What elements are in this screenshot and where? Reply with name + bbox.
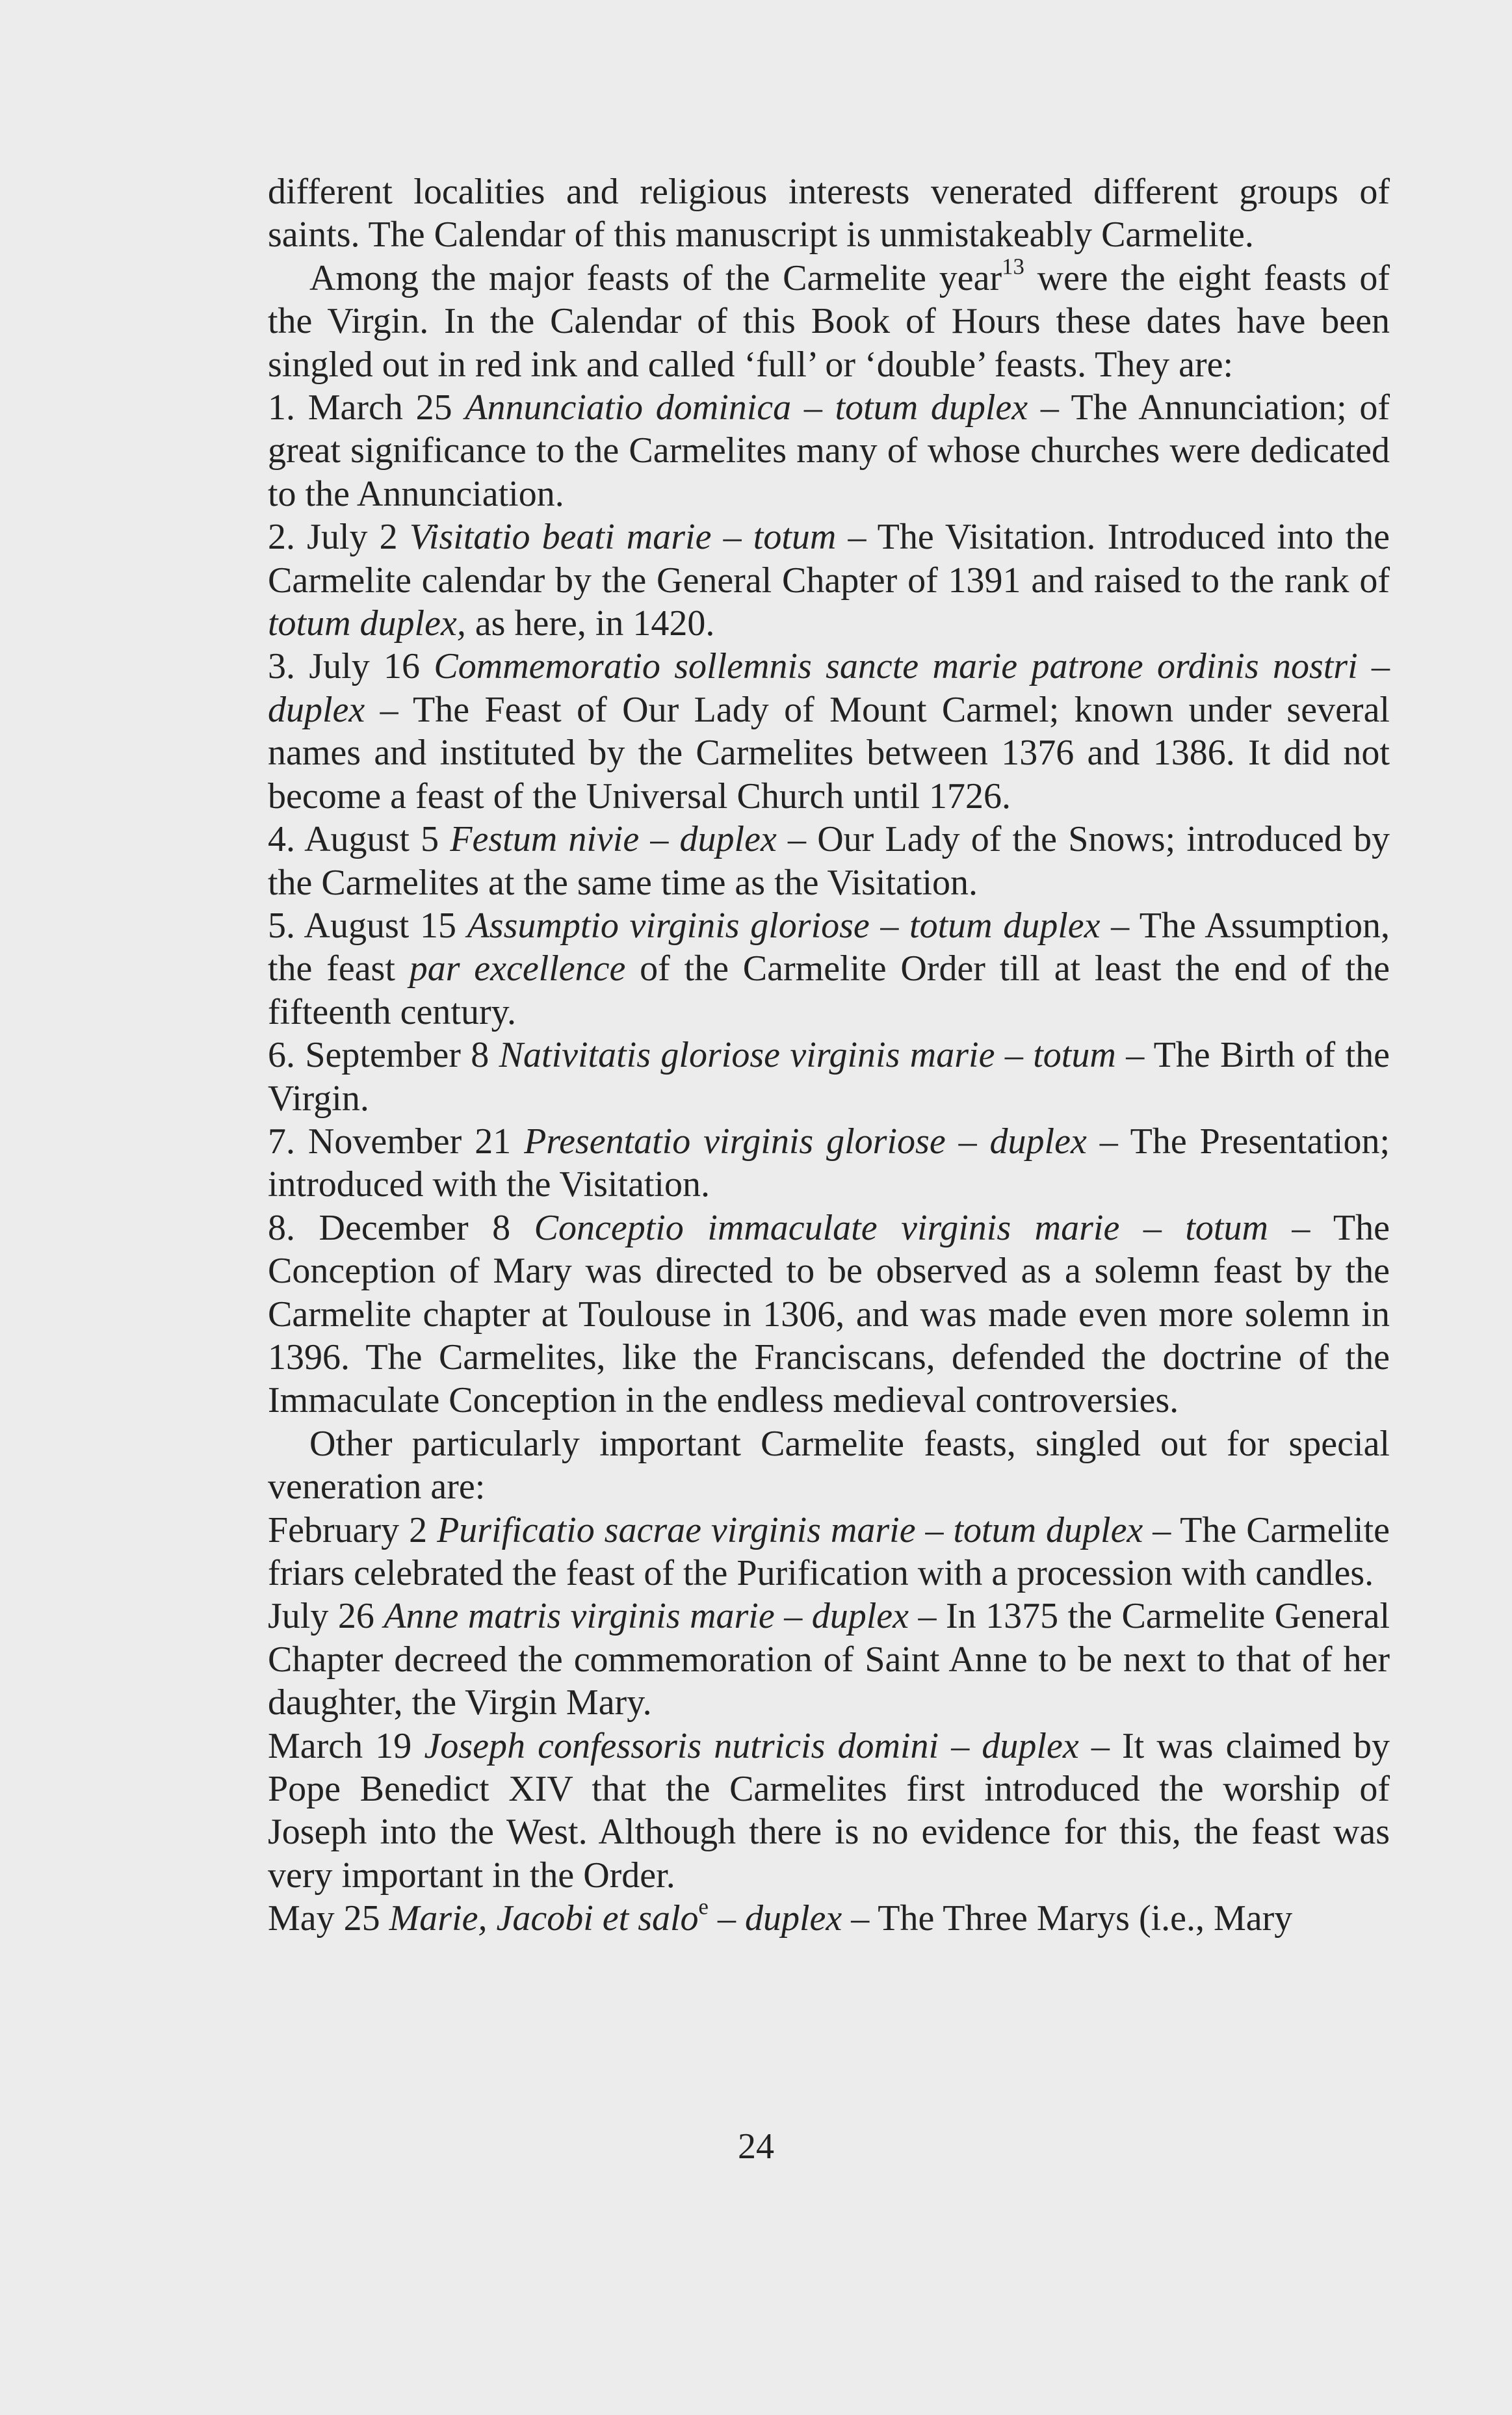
feast-entry: 1. March 25 Annunciatio dominica – totum duplex – The Annunciation; of great significance to the Carmelites many of whose churches were dedicated to the Annunciation.	[268, 387, 1390, 514]
page-number: 24	[738, 2126, 774, 2167]
body-text	[268, 170, 1390, 1940]
feast-entry: 5. August 15 Assumptio virginis gloriose – totum duplex – The Assumption, the feast par excellence of the Carmelite Order till at least the end of the fifteenth century.	[268, 905, 1390, 1032]
paragraph-other-feasts: Other particularly important Carmelite feasts, singled out for special veneration are:	[268, 1423, 1390, 1508]
feast-entry: 6. September 8 Nativitatis gloriose virginis marie – totum – The Birth of the Virgin.	[268, 1035, 1390, 1119]
feast-entry: May 25 Marie, Jacobi et salo$^e$ – duplex – The Three Marys (i.e., Mary	[268, 1894, 1293, 1939]
footnote-ref[interactable]: 13	[1002, 254, 1024, 280]
paragraph-intro: different localities and religious interests venerated different groups of saints. The Calendar of this manuscript is unmistakeably Carmelite.	[268, 172, 1390, 255]
feast-entry: July 26 Anne matris virginis marie – duplex – In 1375 the Carmelite General Chapter decreed the commemoration of Saint Anne to be next to that of her daughter, the Virgin Mary.	[268, 1596, 1390, 1723]
feast-entry: 2. July 2 Visitatio beati marie – totum – The Visitation. Introduced into the Carmelite calendar by the General Chapter of 1391 and raised to the rank of totum duplex, as here, in 1420.	[268, 517, 1390, 644]
feast-entry: 8. December 8 Conceptio immaculate virginis marie – totum – The Conception of Mary was directed to be observed as a solemn feast by the Carmelite chapter at Toulouse in 1306, and was made even more solemn in 1396. The Carmelites, like the Franciscans, defended the doctrine of the Immaculate Conception in the endless medieval controversies.	[268, 1207, 1390, 1421]
feast-entry: 7. November 21 Presentatio virginis gloriose – duplex – The Presentation; introduced with the Visitation.	[268, 1121, 1390, 1205]
paragraph-major-feasts: Among the major feasts of the Carmelite year$^{13}$ were the eight feasts of the Virgin. In the Calendar of this Book of Hours these dates have been singled out in red ink and called ‘full’ or ‘double’ feasts. They are:	[268, 254, 1390, 385]
feast-entry: February 2 Purificatio sacrae virginis marie – totum duplex – The Carmelite friars celebrated the feast of the Purification with a procession with candles.	[268, 1509, 1390, 1593]
feast-entry: 4. August 5 Festum nivie – duplex – Our Lady of the Snows; introduced by the Carmelites at the same time as the Visitation.	[268, 819, 1390, 903]
feast-entry: 3. July 16 Commemoratio sollemnis sancte marie patrone ordinis nostri – duplex – The Feast of Our Lady of Mount Carmel; known under several names and instituted by the Carmelites between 1376 and 1386. It did not become a feast of the Universal Church until 1726.	[268, 646, 1390, 816]
feast-entry: March 19 Joseph confessoris nutricis domini – duplex – It was claimed by Pope Benedict XIV that the Carmelites first introduced the worship of Joseph into the West. Although there is no evidence for this, the feast was very important in the Order.	[268, 1725, 1390, 1896]
